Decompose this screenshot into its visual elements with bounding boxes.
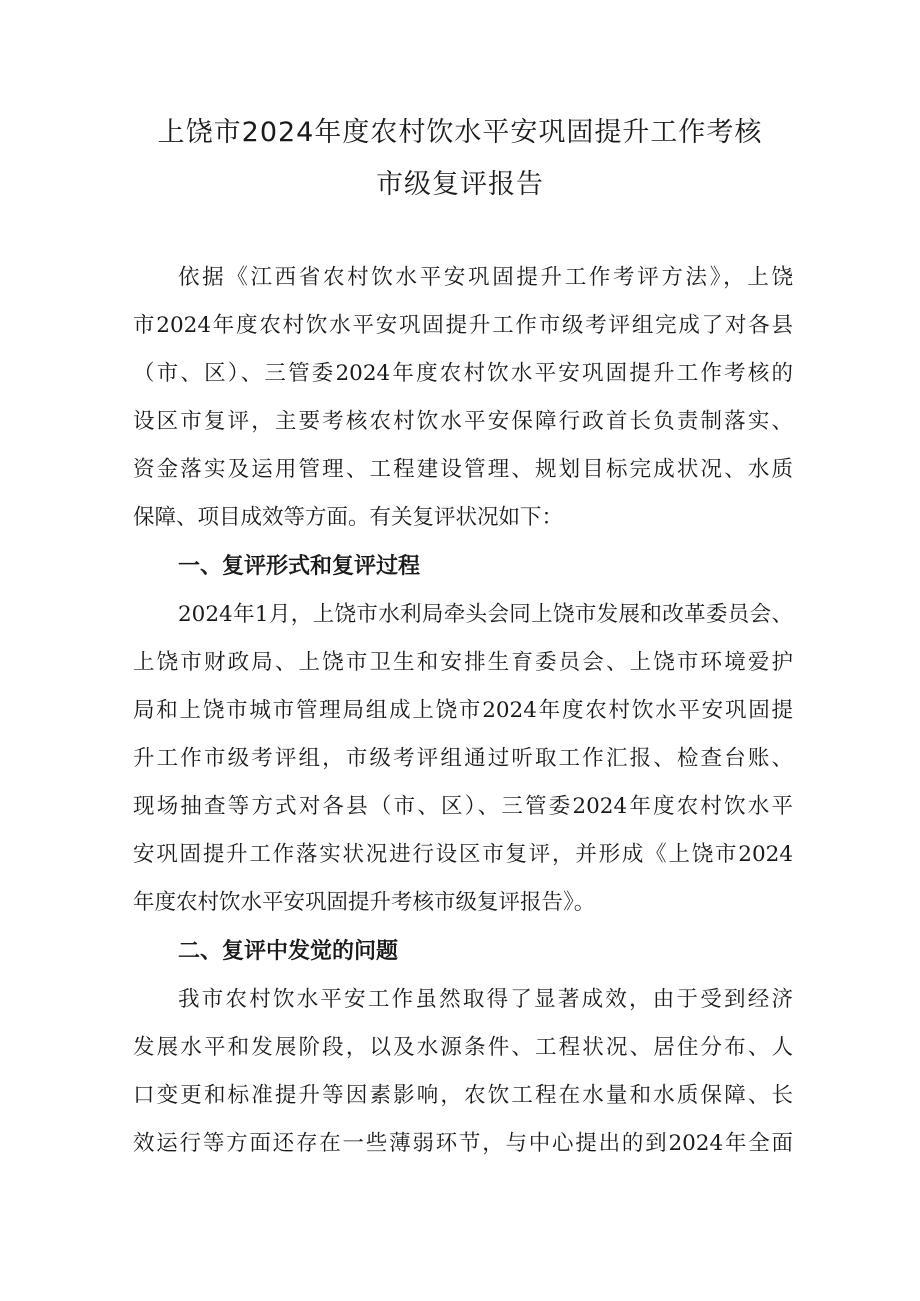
section-heading-2: 二、复评中发觉的问题 <box>178 939 399 964</box>
paragraph-line: 效运行等方面还存在一些薄弱环节，与中心提出的到2024年全面 <box>133 1131 793 1156</box>
paragraph-line: 保障、项目成效等方面。有关复评状况如下： <box>133 505 564 530</box>
paragraph-line: （市、区）、三管委2024年度农村饮水平安巩固提升工作考核的 <box>133 361 793 386</box>
paragraph-line: 市2024年度农村饮水平安巩固提升工作市级考评组完成了对各县 <box>133 313 793 338</box>
paragraph-line: 2024年1月，上饶市水利局牵头会同上饶市发展和改革委员会、 <box>178 602 793 627</box>
paragraph-line: 年度农村饮水平安巩固提升考核市级复评报告》。 <box>133 890 596 915</box>
section-heading-1: 一、复评形式和复评过程 <box>178 554 421 579</box>
paragraph-line: 我市农村饮水平安工作虽然取得了显著成效，由于受到经济 <box>178 987 793 1012</box>
paragraph-line: 口变更和标准提升等因素影响，农饮工程在水量和水质保障、长 <box>133 1083 793 1108</box>
paragraph-line: 资金落实及运用管理、工程建设管理、规划目标完成状况、水质 <box>133 457 793 482</box>
paragraph-line: 上饶市财政局、上饶市卫生和安排生育委员会、上饶市环境爱护 <box>133 650 793 675</box>
paragraph-line: 依据《江西省农村饮水平安巩固提升工作考评方法》，上饶 <box>178 265 793 290</box>
paragraph-line: 局和上饶市城市管理局组成上饶市2024年度农村饮水平安巩固提 <box>133 698 793 723</box>
document-title-line-1: 上饶市2024年度农村饮水平安巩固提升工作考核 <box>157 117 763 148</box>
paragraph-line: 安巩固提升工作落实状况进行设区市复评，并形成《上饶市2024 <box>133 842 793 867</box>
paragraph-line: 设区市复评，主要考核农村饮水平安保障行政首长负责制落实、 <box>133 409 793 434</box>
paragraph-line: 发展水平和发展阶段，以及水源条件、工程状况、居住分布、人 <box>133 1035 793 1060</box>
paragraph-line: 升工作市级考评组，市级考评组通过听取工作汇报、检查台账、 <box>133 746 793 771</box>
document-title-line-2: 市级复评报告 <box>376 169 544 200</box>
paragraph-line: 现场抽查等方式对各县（市、区）、三管委2024年度农村饮水平 <box>133 794 793 819</box>
